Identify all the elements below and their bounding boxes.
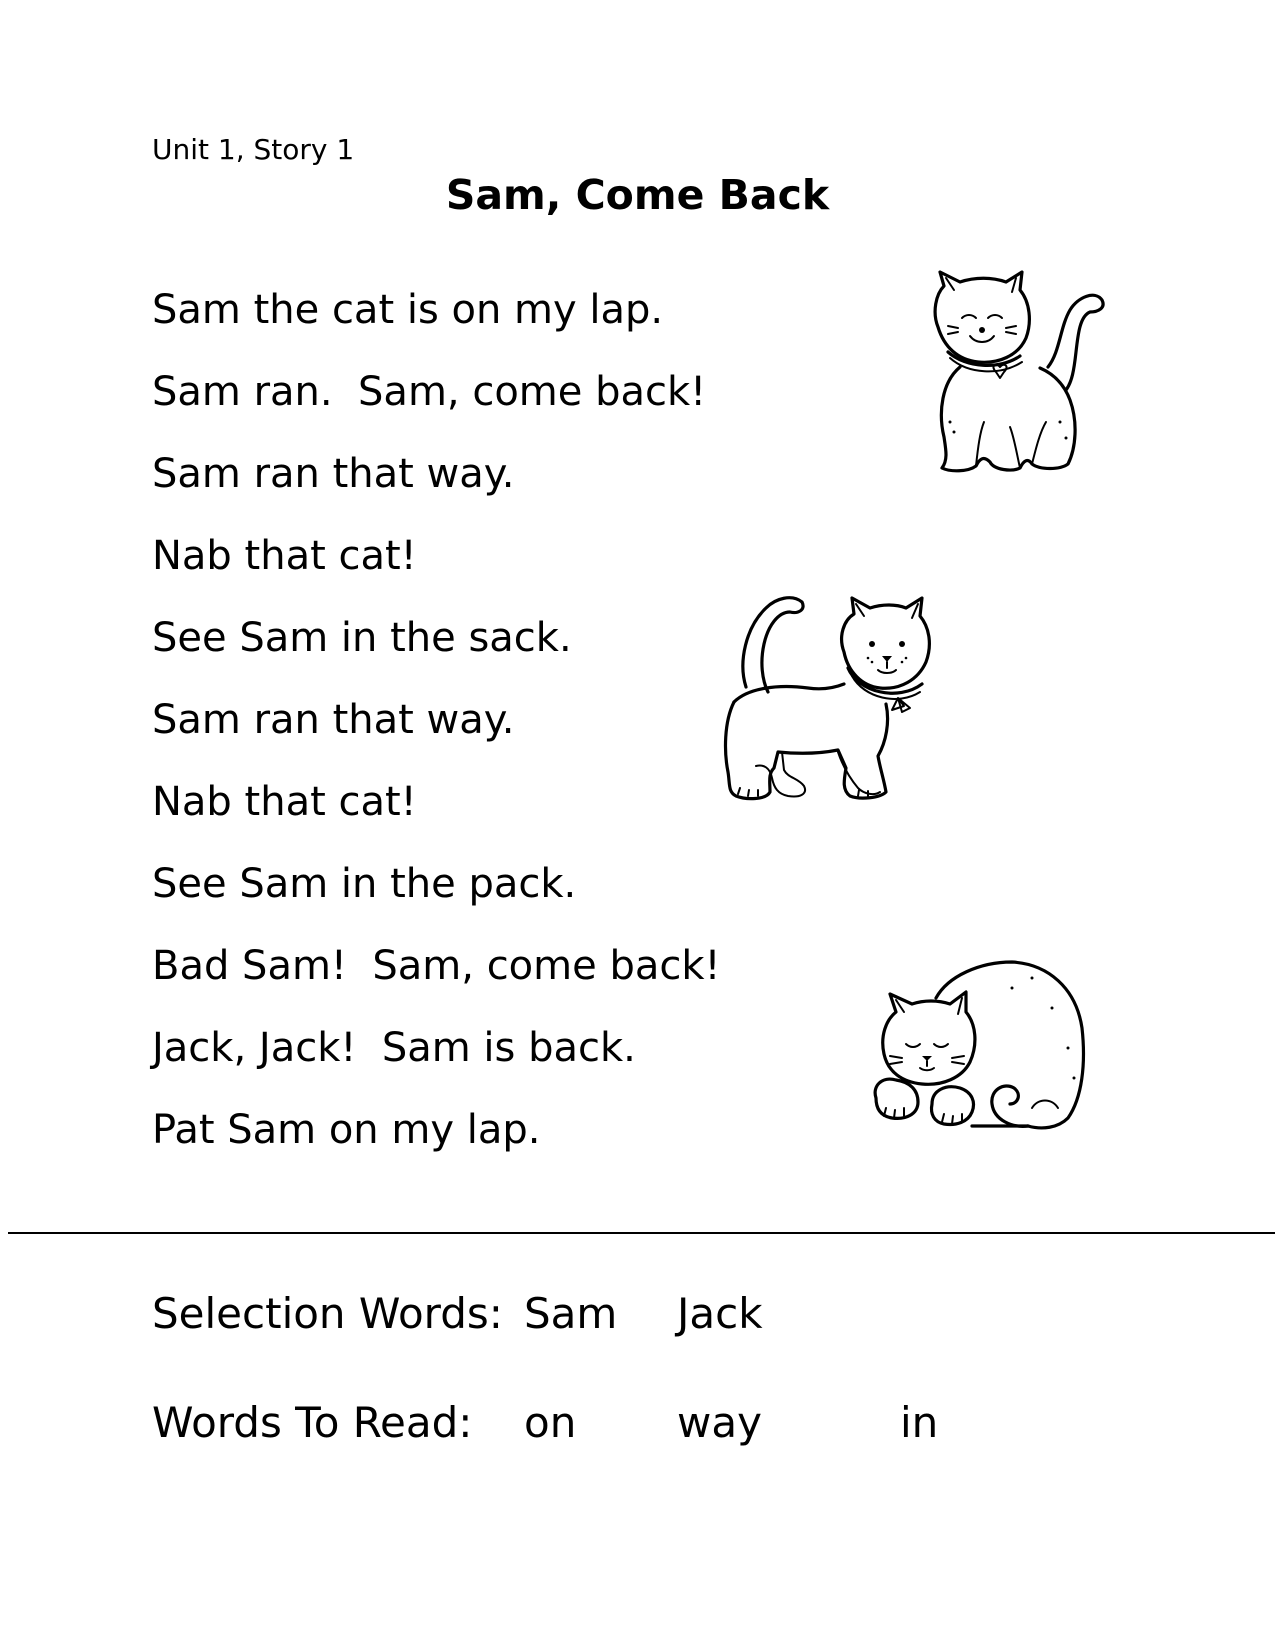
word-to-read: on (524, 1398, 577, 1447)
story-line: Jack, Jack! Sam is back. (152, 1025, 636, 1071)
words-to-read-row (152, 1393, 1152, 1453)
story-line: Sam ran. Sam, come back! (152, 369, 707, 415)
story-line: See Sam in the sack. (152, 615, 572, 661)
story-line: Sam ran that way. (152, 451, 515, 497)
selection-word: Jack (677, 1289, 763, 1338)
story-line: Sam the cat is on my lap. (152, 287, 664, 333)
section-divider (8, 1232, 1275, 1234)
sitting-cat-icon (920, 272, 1110, 472)
story-line: Sam ran that way. (152, 697, 515, 743)
story-line: Bad Sam! Sam, come back! (152, 943, 721, 989)
word-to-read: in (900, 1398, 939, 1447)
story-line: Nab that cat! (152, 779, 417, 825)
selection-word: Sam (524, 1289, 618, 1338)
story-line: Nab that cat! (152, 533, 417, 579)
word-to-read: way (677, 1398, 762, 1447)
standing-cat-icon (718, 592, 943, 802)
story-line: Pat Sam on my lap. (152, 1107, 541, 1153)
unit-story-label: Unit 1, Story 1 (152, 133, 355, 166)
selection-words-row (152, 1284, 1152, 1344)
story-title: Sam, Come Back (445, 171, 830, 219)
story-text (152, 281, 721, 1183)
selection-words-label: Selection Words: (152, 1289, 503, 1338)
story-line: See Sam in the pack. (152, 861, 577, 907)
sleeping-cat-icon (862, 958, 1092, 1133)
words-to-read-label: Words To Read: (152, 1398, 473, 1447)
